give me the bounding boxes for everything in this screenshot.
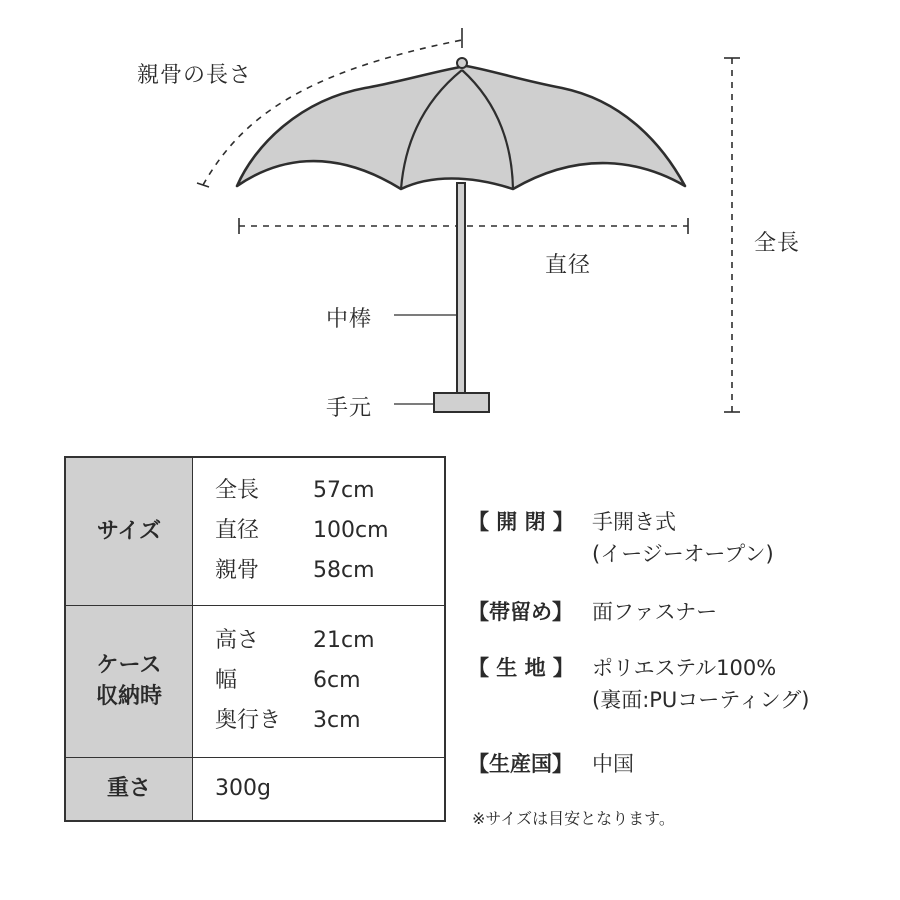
spec-weight-value: 300g: [215, 776, 271, 802]
detail-opening: [468, 506, 774, 570]
spec-key: 幅: [215, 668, 238, 693]
spec-size-values: [193, 457, 446, 605]
spec-key: 親骨: [215, 558, 260, 584]
spec-value: 6cm: [313, 668, 361, 693]
detail-strap: [468, 596, 717, 628]
spec-case-header-line2: 収納時: [95, 684, 162, 709]
spec-case-width: [215, 661, 444, 701]
detail-fabric-label: 【 生 地 】: [468, 656, 574, 680]
size-note: ※サイズは目安となります。: [472, 809, 675, 828]
diameter-label: 直径: [545, 253, 592, 278]
spec-size-rib: [215, 551, 444, 591]
total-length-label: 全長: [754, 231, 801, 256]
spec-size-total-length: [215, 471, 444, 511]
spec-case-header-line1: ケース: [96, 653, 162, 678]
detail-opening-value: [592, 506, 774, 570]
umbrella-diagram: [0, 0, 900, 440]
umbrella-shaft: [457, 183, 465, 394]
umbrella-canopy: [237, 66, 685, 189]
spec-size-row: [65, 457, 445, 605]
rib-length-label: 親骨の長さ: [137, 63, 253, 88]
detail-strap-label: 【帯留め】: [468, 600, 573, 624]
spec-case-row: [65, 605, 445, 757]
umbrella-tip: [457, 58, 467, 68]
detail-opening-line2: (イージーオープン): [592, 542, 774, 566]
detail-origin-label: 【生産国】: [468, 752, 573, 776]
spec-value: 58cm: [313, 558, 375, 584]
spec-weight-row: [65, 757, 445, 821]
spec-case-depth: [215, 701, 444, 741]
detail-origin-value: 中国: [592, 752, 634, 776]
spec-case-values: [193, 605, 446, 757]
spec-value: 100cm: [313, 518, 389, 544]
spec-case-header: [65, 605, 193, 757]
spec-size-header: サイズ: [65, 457, 193, 605]
detail-opening-line1: 手開き式: [592, 510, 676, 534]
spec-size-diameter: [215, 511, 444, 551]
spec-key: 奥行き: [215, 708, 282, 733]
spec-case-height: [215, 621, 444, 661]
spec-key: 直径: [215, 518, 260, 544]
spec-key: 高さ: [215, 628, 260, 653]
detail-strap-value: 面ファスナー: [592, 600, 718, 624]
detail-opening-label: 【 開 閉 】: [468, 510, 574, 534]
detail-fabric-line1: ポリエステル100%: [592, 656, 777, 680]
umbrella-handle: [434, 393, 489, 412]
detail-fabric: [468, 652, 809, 716]
handle-label: 手元: [326, 396, 373, 421]
spec-weight-value-cell: [193, 757, 446, 821]
spec-value: 21cm: [313, 628, 375, 653]
spec-value: 57cm: [313, 478, 375, 504]
spec-table: [64, 456, 446, 822]
spec-weight-header: 重さ: [65, 757, 193, 821]
shaft-label: 中棒: [326, 307, 373, 332]
detail-origin: [468, 748, 634, 780]
detail-fabric-line2: (裏面:PUコーティング): [592, 688, 810, 712]
spec-key: 全長: [215, 478, 260, 504]
spec-value: 3cm: [313, 708, 361, 733]
detail-fabric-value: [592, 652, 809, 716]
